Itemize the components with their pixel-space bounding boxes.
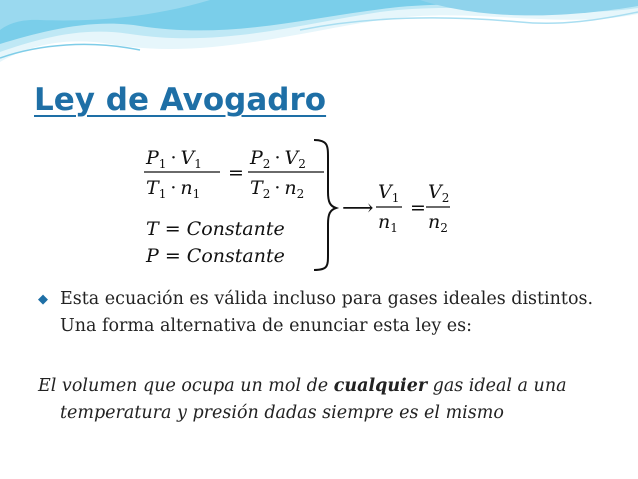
bullet-text: Esta ecuación es válida incluso para gases ideales distintos. Una forma alternativa de enunciar esta ley es: [60,289,594,336]
quote-emphasis: cualquier [333,376,428,396]
svg-text:T = Constante: T = Constante [146,218,285,240]
slide-title: Ley de Avogadro [34,82,327,118]
svg-text:T1·n1: $T_1 \cdot n_1$ [146,177,201,201]
bullet-paragraph [38,286,630,339]
quote-text-start: El volumen que ocupa un mol de [38,376,334,396]
avogadro-formula [138,136,450,272]
svg-text:n1: $n_1$ [378,211,398,235]
svg-text:P1·V1: $P_1 \cdot V_1$ [146,147,202,171]
svg-text:V1: $V_1$ [378,181,400,205]
svg-text:⟶: ⟶ [342,196,374,221]
svg-text:=: = [410,197,426,219]
svg-text:V2: $V_2$ [428,181,450,205]
svg-text:P2·V2: $P_2 \cdot V_2$ [250,147,306,171]
svg-text:n2: $n_2$ [428,211,448,235]
svg-text:T2·n2: $T_2 \cdot n_2$ [250,177,305,201]
svg-text:=: = [228,162,244,184]
svg-text:P = Constante: P = Constante [146,245,285,267]
definition-quote [38,373,638,427]
quote-text-end: gas ideal a una temperatura y presión dadas siempre es el mismo [60,376,567,423]
header-wave-decoration [0,0,638,80]
bullet-icon: ◆ [38,292,48,307]
